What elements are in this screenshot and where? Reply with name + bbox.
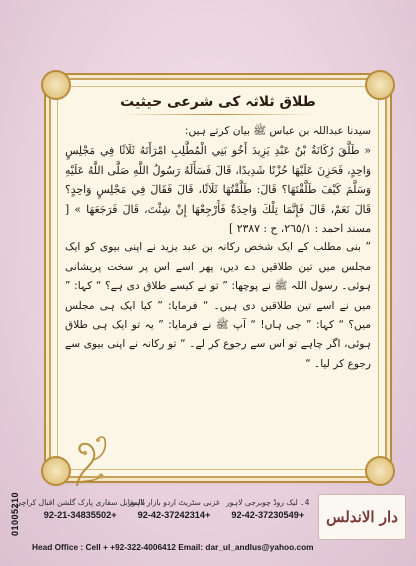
publisher-logo-box [318, 494, 406, 540]
address-name: بالمقابل سفاری پارک گلشن اقبال کراچی [15, 498, 146, 507]
footer [10, 494, 406, 554]
panel-title: طلاق ثلاثہ کی شرعی حیثیت [120, 94, 316, 110]
address-list [15, 498, 314, 536]
address-item [128, 498, 220, 536]
urdu-translation: ” بنی مطلب کے ایک شخص رکانہ بن عبد یزید نے اپنی بیوی کو ایک مجلس میں تین طلاقیں دے دیں، پھر اسے اس پر سخت پریشانی ہوئی۔ رسول اللہ ﷺ نے پوچھا: ” تو نے کیسے طلاق دی ہے؟ “ کہا: ” میں نے اسے تین طلاقیں دی ہیں۔ “ فرمایا: ” کیا ایک ہی مجلس میں؟ “ کہا: ” جی ہاں! “ آپ ﷺ نے فرمایا: ” یہ تو ایک ہی طلاق ہوئی، اگر چاہے تو اس سے رجوع کر لے۔ “ تو رکانہ نے اپنی بیوی سے رجوع کر لیا۔ “ [65, 241, 371, 370]
address-item [222, 498, 314, 536]
arabic-hadith: « طَلَّقَ رُكَانَةُ بْنُ عَبْدِ يَزِيدَ أَخُو بَنِي الْمُطَّلِبِ امْرَأَتَهُ ثَلَاثًا فِي مَجْلِسٍ وَاحِدٍ، فَحَزِنَ عَلَيْهَا حُزْنًا شَدِيدًا، قَالَ فَسَأَلَهُ رَسُولُ اللَّهِ صَلَّى اللَّهُ عَلَيْهِ وَسَلَّمَ كَيْفَ طَلَّقْتَهَا؟ قَالَ: طَلَّقْتُهَا ثَلَاثًا، قَالَ فَقَالَ فِي مَجْلِسٍ وَاحِدٍ؟ قَالَ نَعَمْ، قَالَ فَإِنَّمَا تِلْكَ وَاحِدَةٌ فَأَرْجِعْهَا إِنْ شِئْتَ، قَالَ فَرَجَعَهَا » [ مسند احمد : ٢٦٥/١، ح : ٢٣٨٧ ] [65, 144, 371, 236]
publisher-logo: دار الاندلس [326, 508, 398, 526]
address-name: 4۔ لیک روڈ چوبرجی لاہور [226, 498, 310, 507]
address-item [15, 498, 146, 536]
address-phone: +92-42-37230549 [231, 510, 305, 520]
address-name: غزنی سٹریٹ اردو بازار لاہور [128, 498, 220, 507]
address-phone: +92-42-37242314 [137, 510, 211, 520]
floral-flourish-icon [71, 432, 115, 490]
title-divider [121, 114, 315, 115]
head-office-line: Head Office : Cell + +92-322-4006412 Email: dar_ul_andlus@yahoo.com [32, 542, 314, 552]
intro-line: سیدنا عبداللہ بن عباس ﷺ بیان کرتے ہیں: [184, 125, 371, 137]
address-phone: +92-21-34835502 [43, 510, 117, 520]
text-panel [49, 78, 387, 478]
barcode-number: 01005210 [10, 492, 20, 537]
panel-body [65, 122, 371, 462]
